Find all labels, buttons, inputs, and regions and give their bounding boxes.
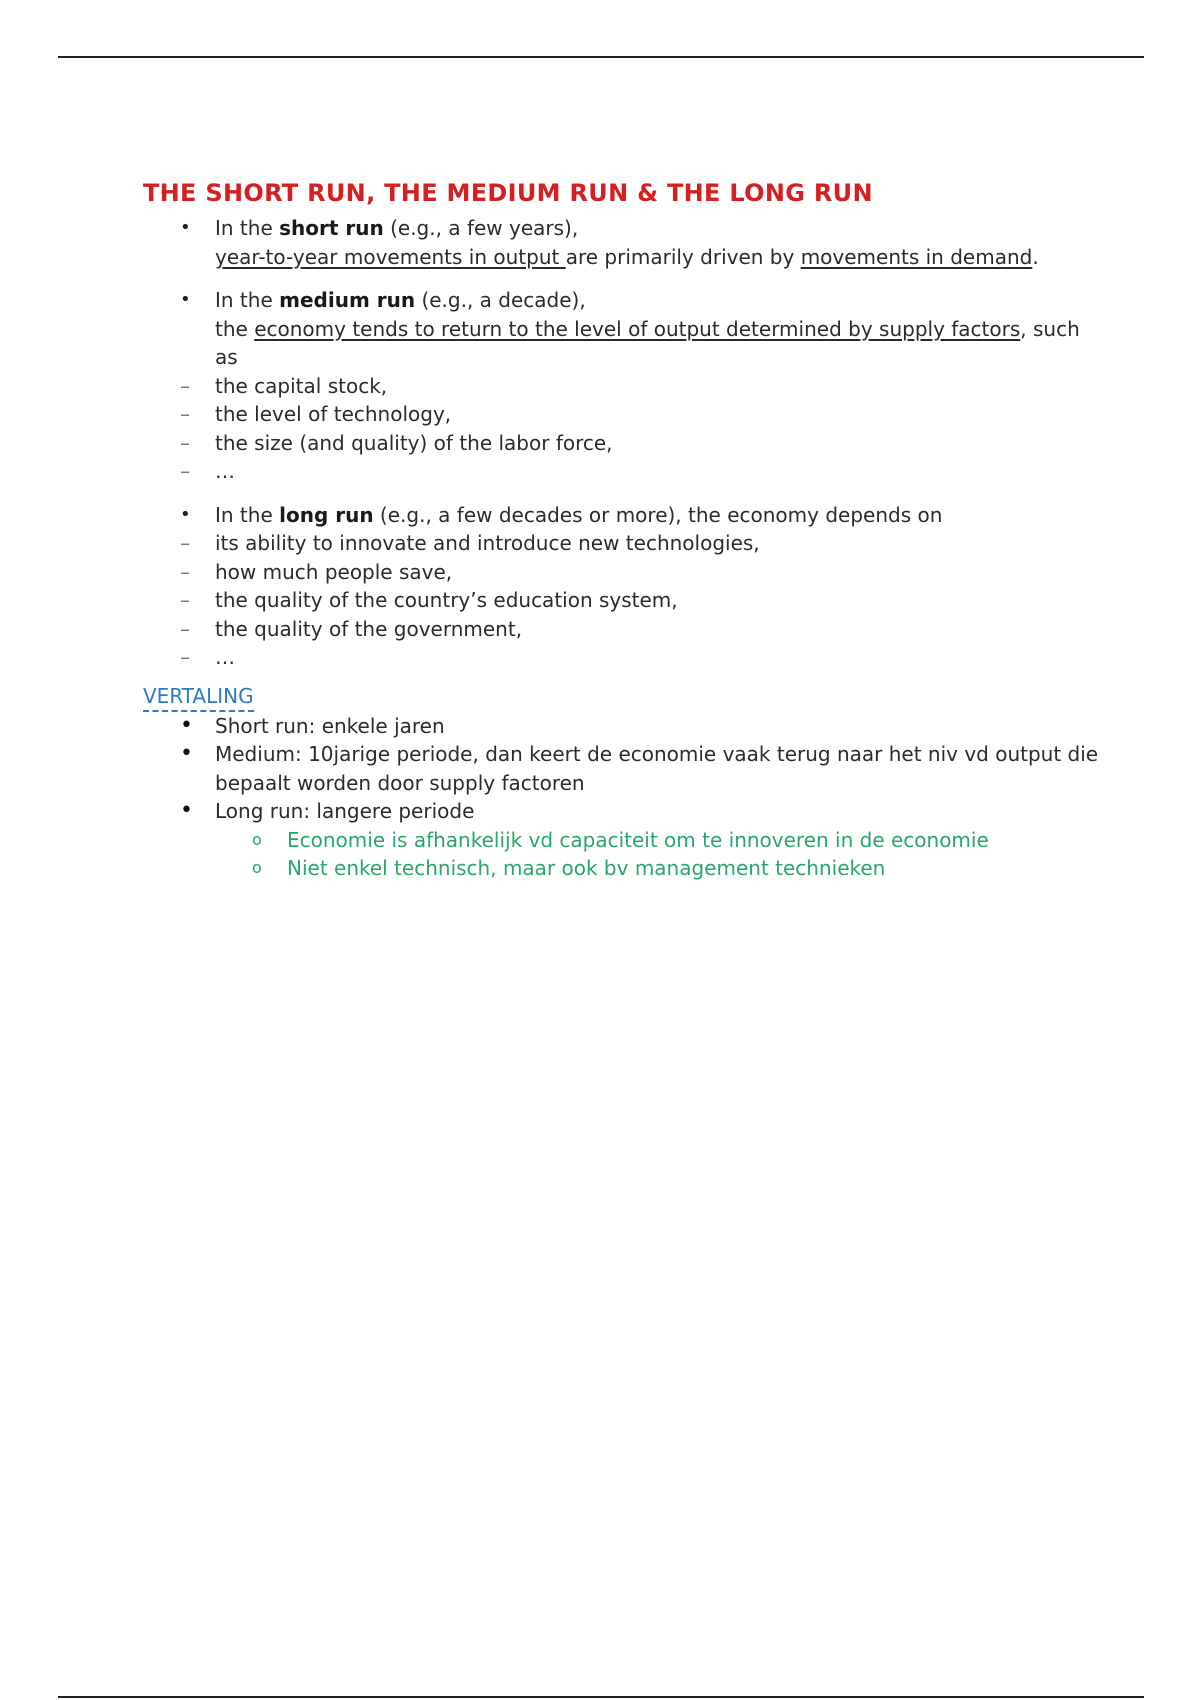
list-item: – the quality of the government,	[143, 615, 1103, 644]
medium-run-bullet	[143, 286, 1103, 372]
dash-icon: –	[180, 645, 190, 669]
list-item: • Short run: enkele jaren	[143, 712, 1103, 741]
long-run-post: (e.g., a few decades or more), the economy depends on	[373, 502, 943, 527]
medium-run-post: (e.g., a decade),	[415, 288, 586, 312]
list-item: – its ability to innovate and introduce new technologies,	[143, 529, 1103, 558]
list-item: – …	[143, 643, 1103, 672]
dash-icon: –	[180, 430, 190, 455]
medium-run-factors	[143, 372, 1103, 486]
medium-run-lead: the	[215, 316, 255, 341]
medium-run-tail: , such as	[215, 316, 1080, 369]
list-item: • Medium: 10jarige periode, dan keert de economie vaak terug naar het niv vd output die bepaalt worden door supply factoren	[180, 741, 1099, 795]
dash-icon: –	[180, 373, 190, 398]
header-rule	[58, 56, 1144, 58]
dash-icon: –	[180, 559, 190, 584]
bullet-icon: •	[180, 289, 191, 310]
short-run-bullet	[143, 214, 1103, 271]
list-item: o Economie is afhankelijk vd capaciteit om te innoveren in de economie	[143, 826, 1103, 855]
list-item: o Niet enkel technisch, maar ook bv management technieken	[143, 854, 1103, 883]
list-item: – the level of technology,	[143, 400, 1103, 429]
vertaling-list	[143, 712, 1103, 826]
dash-icon: –	[180, 402, 190, 426]
medium-run-pre: In the	[215, 288, 280, 312]
dash-icon: –	[180, 459, 190, 483]
list-item: • Long run: langere periode	[143, 797, 1103, 826]
document-body	[143, 176, 1103, 883]
bullet-icon: •	[180, 798, 193, 823]
footer-rule	[58, 1696, 1144, 1698]
short-run-end: .	[1032, 244, 1039, 269]
short-run-mid: are primarily driven by	[565, 244, 801, 269]
long-run-pre: In the	[215, 502, 280, 527]
long-run-bullet	[143, 501, 1103, 530]
medium-run-term: medium run	[279, 288, 416, 312]
vertaling-heading: VERTALING	[143, 682, 254, 712]
circle-bullet-icon: o	[252, 858, 262, 877]
page-title: THE SHORT RUN, THE MEDIUM RUN & THE LONG RUN	[143, 179, 873, 207]
short-run-underline-2: movements in demand	[800, 244, 1033, 269]
dash-icon: –	[180, 616, 190, 641]
list-item: – the size (and quality) of the labor force,	[143, 429, 1103, 458]
short-run-pre: In the	[215, 216, 280, 240]
short-run-post: (e.g., a few years),	[383, 216, 579, 240]
short-run-term: short run	[279, 216, 384, 240]
short-run-underline-1: year-to-year movements in output	[215, 244, 566, 269]
list-item: – the quality of the country’s education system,	[143, 586, 1103, 615]
dash-icon: –	[180, 531, 190, 555]
list-item: – …	[143, 457, 1103, 486]
bullet-icon: •	[180, 741, 193, 766]
dash-icon: –	[180, 588, 190, 612]
bullet-icon: •	[180, 503, 191, 525]
vertaling-sublist	[143, 826, 1103, 883]
long-run-factors	[143, 529, 1103, 672]
list-item: – the capital stock,	[143, 372, 1103, 401]
list-item: – how much people save,	[143, 558, 1103, 587]
circle-bullet-icon: o	[252, 829, 262, 849]
bullet-icon: •	[180, 712, 193, 738]
bullet-icon: •	[180, 217, 191, 238]
medium-run-underline: economy tends to return to the level of output determined by supply factors	[254, 316, 1021, 341]
long-run-term: long run	[279, 502, 374, 527]
